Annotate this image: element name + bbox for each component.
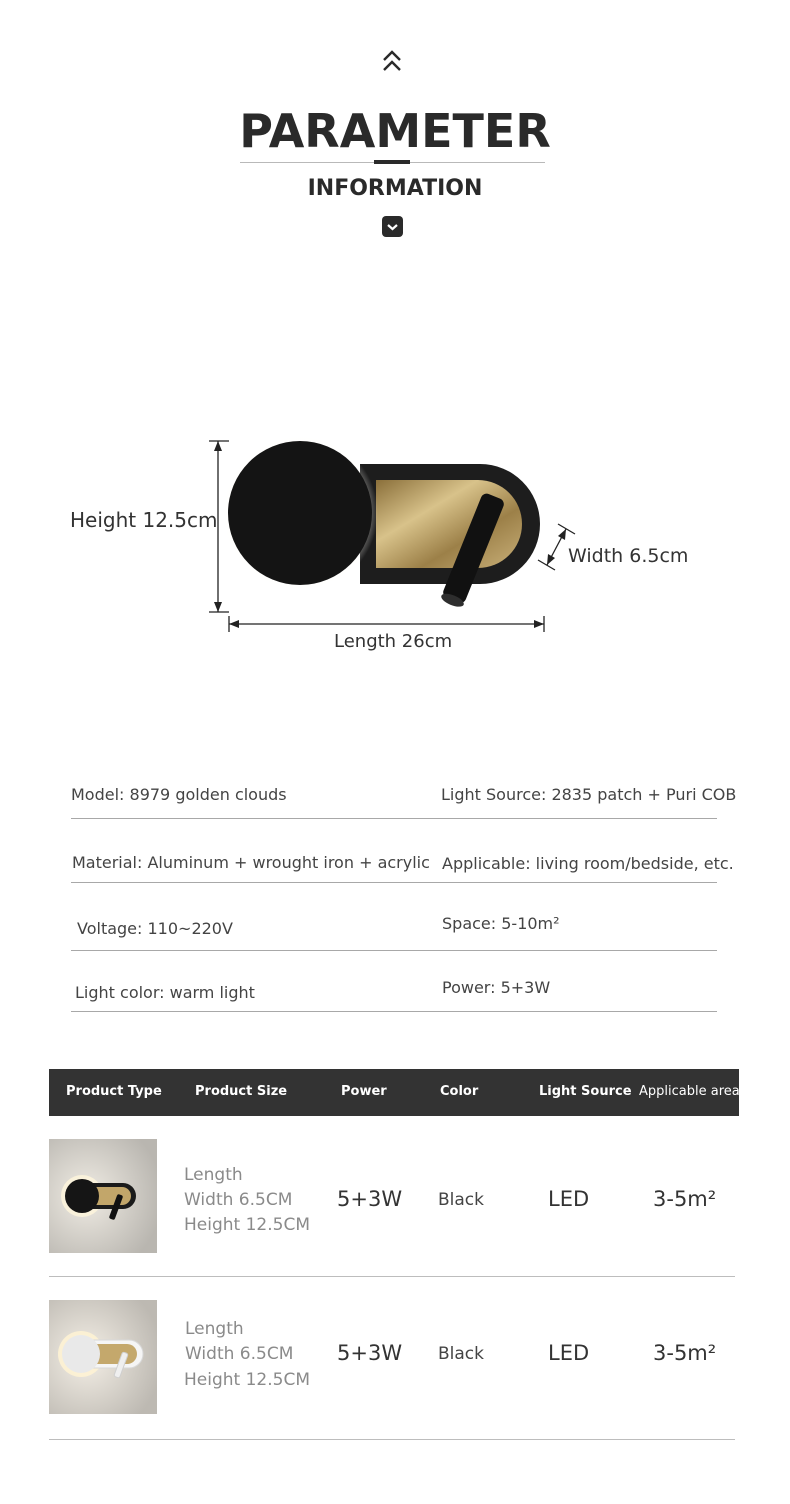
page-title: PARAMETER — [239, 104, 551, 158]
spec-material: Material: Aluminum + wrought iron + acrylic — [72, 853, 430, 872]
lamp-disc — [228, 441, 372, 585]
spec-applicable: Applicable: living room/bedside, etc. — [442, 854, 734, 873]
spec-divider — [71, 950, 717, 951]
spec-divider — [71, 882, 717, 883]
product-thumbnail-black — [49, 1139, 157, 1253]
row-divider — [49, 1439, 735, 1440]
area-value: 3-5m² — [653, 1341, 717, 1365]
power-value: 5+3W — [337, 1341, 403, 1365]
size-height: Height 12.5CM — [184, 1370, 310, 1390]
length-dimension-line — [229, 616, 544, 632]
page-subtitle: INFORMATION — [307, 176, 483, 201]
area-value: 3-5m² — [653, 1187, 717, 1211]
spec-voltage: Voltage: 110~220V — [77, 919, 233, 938]
color-value: Black — [438, 1344, 484, 1364]
spec-model: Model: 8979 golden clouds — [71, 785, 287, 804]
size-height: Height 12.5CM — [184, 1215, 310, 1235]
size-length: Length — [185, 1319, 244, 1339]
row-divider — [49, 1276, 735, 1277]
product-thumbnail-white — [49, 1300, 157, 1414]
power-value: 5+3W — [337, 1187, 403, 1211]
column-header: Applicable area — [639, 1084, 740, 1099]
double-chevron-up-icon — [380, 48, 404, 74]
length-label: Length 26cm — [334, 631, 453, 652]
spec-light-color: Light color: warm light — [75, 983, 255, 1002]
light-source-value: LED — [548, 1341, 590, 1365]
size-length: Length — [184, 1165, 243, 1185]
color-value: Black — [438, 1190, 484, 1210]
column-header: Light Source — [539, 1084, 632, 1099]
column-header: Power — [341, 1084, 387, 1099]
spec-divider — [71, 818, 717, 819]
lamp-back-plate — [360, 464, 540, 584]
height-label: Height 12.5cm — [70, 508, 218, 532]
title-accent-bar — [374, 160, 410, 164]
size-width: Width 6.5CM — [185, 1344, 294, 1364]
light-source-value: LED — [548, 1187, 590, 1211]
product-dimension-diagram — [0, 400, 790, 670]
chevron-down-icon — [382, 216, 403, 237]
spec-power: Power: 5+3W — [442, 978, 551, 997]
column-header: Product Type — [66, 1084, 162, 1099]
column-header: Color — [440, 1084, 479, 1099]
spec-space: Space: 5-10m² — [442, 914, 560, 933]
size-width: Width 6.5CM — [184, 1190, 293, 1210]
spec-divider — [71, 1011, 717, 1012]
column-header: Product Size — [195, 1084, 288, 1099]
spec-light-source: Light Source: 2835 patch + Puri COB — [441, 785, 737, 804]
width-label: Width 6.5cm — [568, 545, 689, 567]
